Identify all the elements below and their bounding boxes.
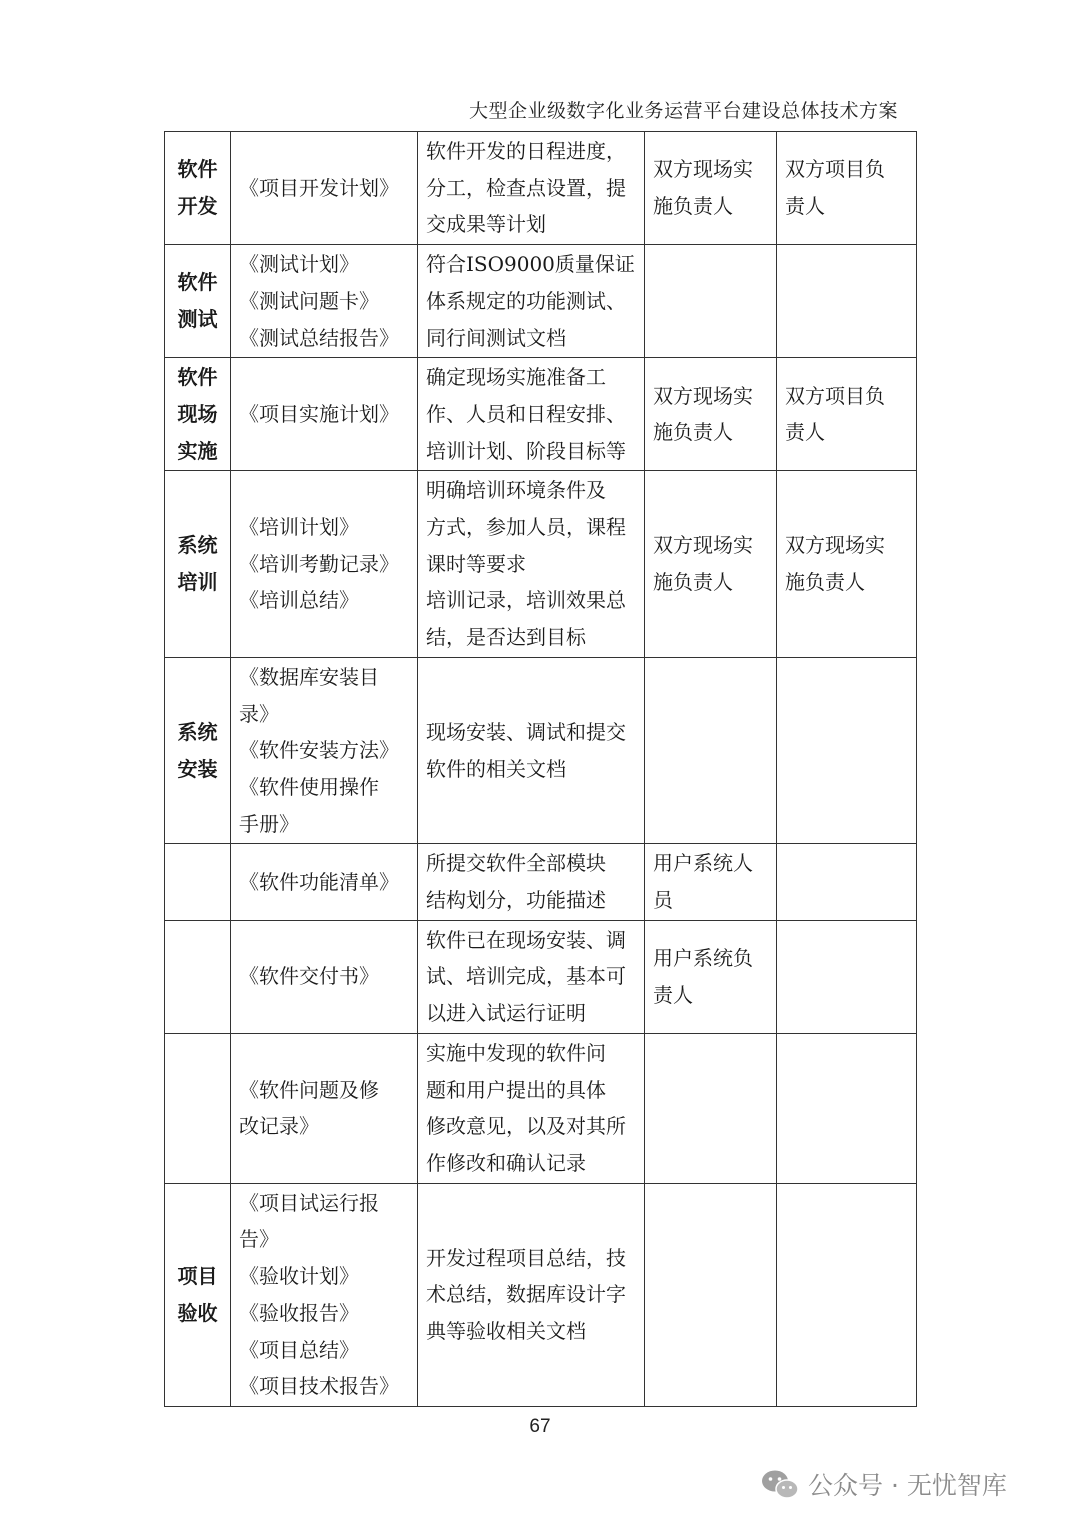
cell-line: 《项目实施计划》	[239, 401, 399, 426]
cell-line: 培训计划、阶段目标等	[426, 438, 626, 463]
cell-line: 术总结，数据库设计字	[426, 1282, 626, 1307]
phase-cell	[165, 1033, 231, 1183]
cell-line: 符合ISO9000质量保证	[426, 252, 635, 277]
cell-line: 《软件安装方法》	[239, 738, 399, 763]
cell-line: 所提交软件全部模块	[426, 851, 606, 876]
table-row	[165, 1033, 917, 1183]
phase-cell	[165, 1183, 231, 1406]
reviewer-cell	[777, 245, 917, 358]
cell-line: 《软件问题及修	[239, 1077, 379, 1102]
cell-line: 现场	[177, 401, 218, 426]
cell-line: 双方现场实	[653, 157, 753, 182]
reviewer-cell	[777, 1033, 917, 1183]
cell-line: 改记录》	[239, 1114, 319, 1139]
phase-cell	[165, 358, 231, 471]
cell-line: 双方现场实	[785, 533, 885, 558]
cell-line: 软件	[177, 157, 218, 182]
cell-line: 双方项目负	[785, 383, 885, 408]
reviewer-cell	[777, 471, 917, 658]
cell-line: 《测试计划》	[239, 252, 359, 277]
cell-line: 责人	[653, 982, 693, 1007]
cell-line: 双方项目负	[785, 157, 885, 182]
cell-line: 培训记录，培训效果总	[426, 588, 626, 613]
cell-line: 培训	[177, 570, 218, 595]
documents-cell	[231, 358, 418, 471]
owner-cell	[645, 1183, 777, 1406]
cell-line: 同行间测试文档	[426, 325, 566, 350]
table-row	[165, 132, 917, 245]
reviewer-cell	[777, 358, 917, 471]
table-body	[165, 132, 917, 1407]
reviewer-cell	[777, 132, 917, 245]
cell-line: 双方现场实	[653, 533, 753, 558]
page-header-title: 大型企业级数字化业务运营平台建设总体技术方案	[468, 100, 898, 122]
documents-cell	[231, 471, 418, 658]
cell-line: 施负责人	[653, 194, 733, 219]
owner-cell	[645, 358, 777, 471]
documents-cell	[231, 657, 418, 844]
cell-line: 《培训考勤记录》	[239, 551, 399, 576]
cell-line: 《数据库安装目	[239, 664, 379, 689]
documents-cell	[231, 920, 418, 1033]
description-cell	[418, 1033, 645, 1183]
cell-line: 施负责人	[653, 420, 733, 445]
cell-line: 施负责人	[785, 570, 865, 595]
phase-cell	[165, 471, 231, 658]
page-number: 67	[529, 1416, 551, 1437]
cell-line: 《培训总结》	[239, 588, 359, 613]
cell-line: 软件开发的日程进度，	[426, 139, 626, 163]
cell-line: 结构划分，功能描述	[426, 888, 606, 913]
cell-line: 结，是否达到目标	[426, 625, 586, 650]
cell-line: 员	[653, 888, 673, 913]
cell-line: 软件已在现场安装、调	[426, 927, 626, 952]
cell-line: 课时等要求	[426, 551, 526, 576]
phase-cell	[165, 132, 231, 245]
cell-line: 验收	[177, 1300, 218, 1325]
cell-line: 分工，检查点设置，提	[426, 175, 626, 200]
cell-line: 《测试总结报告》	[239, 325, 399, 350]
cell-line: 系统	[177, 719, 218, 744]
cell-line: 体系规定的功能测试、	[426, 288, 626, 313]
description-cell	[418, 657, 645, 844]
cell-line: 责人	[785, 194, 825, 219]
cell-line: 《软件功能清单》	[239, 869, 399, 894]
phase-cell	[165, 245, 231, 358]
reviewer-cell	[777, 657, 917, 844]
cell-line: 软件的相关文档	[426, 756, 566, 781]
description-cell	[418, 358, 645, 471]
cell-line: 软件	[177, 365, 218, 390]
cell-line: 软件	[177, 270, 218, 295]
documents-cell	[231, 1033, 418, 1183]
description-cell	[418, 245, 645, 358]
cell-line: 交成果等计划	[426, 212, 546, 237]
documents-cell	[231, 844, 418, 920]
description-cell	[418, 471, 645, 658]
table-row	[165, 920, 917, 1033]
cell-line: 《软件使用操作	[239, 774, 379, 799]
cell-line: 《软件交付书》	[239, 964, 379, 989]
table-row	[165, 844, 917, 920]
reviewer-cell	[777, 920, 917, 1033]
documents-cell	[231, 1183, 418, 1406]
watermark	[760, 1466, 1007, 1502]
description-cell	[418, 1183, 645, 1406]
cell-line: 手册》	[239, 811, 299, 836]
cell-line: 试、培训完成，基本可	[426, 964, 626, 989]
cell-line: 告》	[239, 1227, 279, 1252]
reviewer-cell	[777, 1183, 917, 1406]
cell-line: 开发	[177, 194, 218, 219]
cell-line: 系统	[177, 533, 218, 558]
owner-cell	[645, 920, 777, 1033]
cell-line: 测试	[177, 307, 218, 332]
owner-cell	[645, 1033, 777, 1183]
description-cell	[418, 920, 645, 1033]
cell-line: 《验收报告》	[239, 1300, 359, 1325]
cell-line: 《项目试运行报	[239, 1190, 379, 1215]
cell-line: 项目	[177, 1264, 218, 1289]
cell-line: 《培训计划》	[239, 515, 359, 540]
owner-cell	[645, 132, 777, 245]
cell-line: 明确培训环境条件及	[426, 478, 606, 503]
cell-line: 用户系统负	[653, 946, 753, 971]
cell-line: 实施中发现的软件问	[426, 1040, 606, 1065]
owner-cell	[645, 471, 777, 658]
table-row	[165, 245, 917, 358]
cell-line: 施负责人	[653, 570, 733, 595]
wechat-icon	[760, 1468, 800, 1500]
reviewer-cell	[777, 844, 917, 920]
cell-line: 《项目总结》	[239, 1337, 359, 1362]
cell-line: 用户系统人	[653, 851, 753, 876]
cell-line: 录》	[239, 701, 279, 726]
description-cell	[418, 844, 645, 920]
documents-cell	[231, 245, 418, 358]
table-row	[165, 657, 917, 844]
table-row	[165, 358, 917, 471]
table-row	[165, 1183, 917, 1406]
phase-cell	[165, 844, 231, 920]
watermark-text: 公众号 · 无忧智库	[808, 1471, 1007, 1500]
cell-line: 确定现场实施准备工	[426, 365, 606, 390]
cell-line: 作修改和确认记录	[426, 1150, 586, 1175]
cell-line: 开发过程项目总结，技	[426, 1245, 626, 1270]
owner-cell	[645, 844, 777, 920]
cell-line: 安装	[177, 756, 218, 781]
phase-cell	[165, 920, 231, 1033]
owner-cell	[645, 657, 777, 844]
cell-line: 现场安装、调试和提交	[426, 719, 626, 744]
cell-line: 典等验收相关文档	[426, 1319, 586, 1344]
cell-line: 《验收计划》	[239, 1264, 359, 1289]
cell-line: 《项目开发计划》	[239, 175, 399, 200]
cell-line: 责人	[785, 420, 825, 445]
cell-line: 方式，参加人员，课程	[426, 515, 626, 540]
cell-line: 《测试问题卡》	[239, 288, 379, 313]
deliverables-table	[164, 131, 917, 1407]
owner-cell	[645, 245, 777, 358]
phase-cell	[165, 657, 231, 844]
cell-line: 作、人员和日程安排、	[426, 401, 626, 426]
documents-cell	[231, 132, 418, 245]
cell-line: 修改意见，以及对其所	[426, 1114, 626, 1139]
cell-line: 双方现场实	[653, 383, 753, 408]
cell-line: 题和用户提出的具体	[426, 1077, 606, 1102]
cell-line: 《项目技术报告》	[239, 1374, 399, 1399]
cell-line: 以进入试运行证明	[426, 1001, 586, 1026]
description-cell	[418, 132, 645, 245]
cell-line: 实施	[177, 438, 218, 463]
table-row	[165, 471, 917, 658]
